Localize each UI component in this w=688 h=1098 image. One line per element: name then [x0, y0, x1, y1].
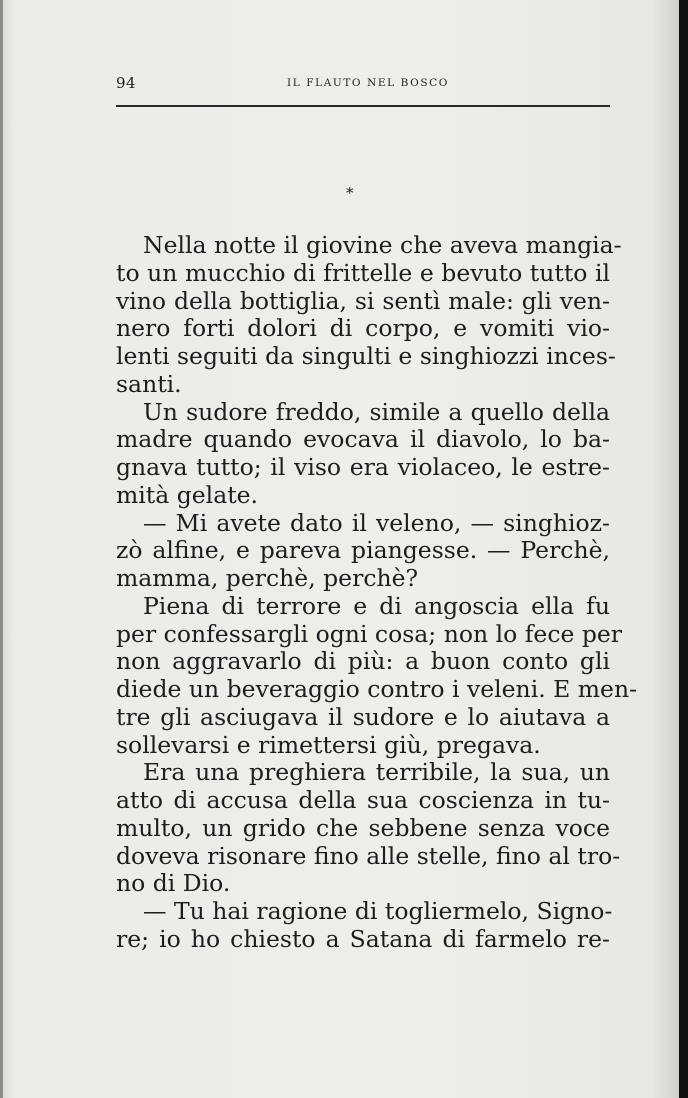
- text-line: lenti seguiti da singulti e singhiozzi inces-: [116, 342, 616, 370]
- text-line: sollevarsi e rimettersi giù, pregava.: [116, 730, 541, 759]
- text-line: zò alfine, e pareva piangesse. — Perchè,: [116, 536, 610, 565]
- text-line: santi.: [116, 369, 182, 398]
- page-number: 94: [116, 74, 137, 92]
- text-line: non aggravarlo di più: a buon conto gli: [116, 647, 610, 676]
- text-line: mità gelate.: [116, 480, 259, 509]
- text-line: Nella notte il giovine che aveva mangia-: [143, 231, 622, 259]
- page-left-shadow: [0, 0, 3, 1098]
- text-line: no di Dio.: [116, 869, 231, 898]
- text-line: madre quando evocava il diavolo, lo ba-: [116, 425, 610, 454]
- text-line: — Mi avete dato il veleno, — singhioz-: [143, 508, 610, 537]
- page-header: [116, 74, 610, 96]
- text-line: — Tu hai ragione di togliermelo, Signo-: [143, 897, 613, 925]
- text-line: Era una preghiera terribile, la sua, un: [143, 758, 610, 787]
- text-line: Piena di terrore e di angoscia ella fu: [143, 591, 610, 620]
- text-line: tre gli asciugava il sudore e lo aiutava a: [116, 702, 610, 731]
- text-line: multo, un grido che sebbene senza voce: [116, 813, 610, 842]
- text-line: re; io ho chiesto a Satana di farmelo re-: [116, 924, 610, 953]
- header-divider: [116, 105, 610, 107]
- text-line: gnava tutto; il viso era violaceo, le estre-: [116, 453, 610, 481]
- text-line: nero forti dolori di corpo, e vomiti vio-: [116, 314, 610, 343]
- running-title: IL FLAUTO NEL BOSCO: [286, 77, 449, 89]
- text-line: vino della bottiglia, si sentì male: gli ven-: [116, 286, 610, 315]
- text-line: atto di accusa della sua coscienza in tu-: [116, 786, 610, 814]
- section-separator: *: [346, 184, 354, 202]
- text-line: mamma, perchè, perchè?: [116, 564, 419, 592]
- body-text: [116, 231, 638, 954]
- text-line: Un sudore freddo, simile a quello della: [143, 397, 610, 426]
- page-right-border: [679, 0, 688, 1098]
- text-line: doveva risonare fino alle stelle, fino al tro-: [116, 841, 621, 870]
- text-line: per confessargli ogni cosa; non lo fece per: [116, 619, 623, 648]
- text-line: to un mucchio di frittelle e bevuto tutto il: [116, 258, 610, 287]
- text-line: diede un beveraggio contro i veleni. E men-: [116, 675, 638, 703]
